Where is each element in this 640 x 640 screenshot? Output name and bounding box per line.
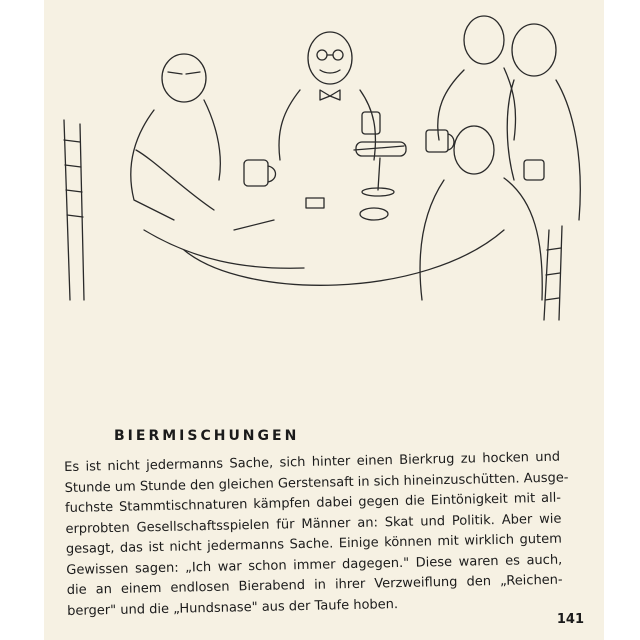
page-number: 141 — [556, 612, 584, 627]
illustration — [44, 0, 604, 330]
paragraph-line: die an einem endlosen Bierabend in ihrer Verzweiflung den „Reichen- — [66, 572, 563, 598]
paragraph-line: Es ist nicht jedermanns Sache, sich hinter einen Bierkrug zu hocken und — [64, 449, 561, 475]
paragraph-line: Gewissen sagen: „Ich war schon immer dagegen." Diese waren es auch, — [66, 552, 563, 578]
pub-table-drawing-icon — [44, 0, 604, 330]
paragraph-line: gesagt, das ist nicht jedermanns Sache. Einige können mit wirklich gutem — [65, 531, 562, 557]
paragraph-line: Stunde um Stunde den gleichen Gerstensaft in sich hineinzuschütten. Ausge- — [64, 469, 569, 496]
section-heading: BIERMISCHUNGEN — [114, 428, 300, 444]
paragraph-line: erprobten Gesellschaftsspielen für Männer an: Skat und Politik. Aber wie — [65, 511, 562, 537]
book-page — [44, 0, 604, 640]
body-paragraph — [64, 448, 569, 622]
paragraph-line: fuchste Stammtischnaturen kämpfen dabei gegen die Eintönigkeit mit all- — [64, 490, 562, 516]
paragraph-line: berger" und die „Hundsnase" aus der Taufe hoben. — [67, 596, 399, 619]
